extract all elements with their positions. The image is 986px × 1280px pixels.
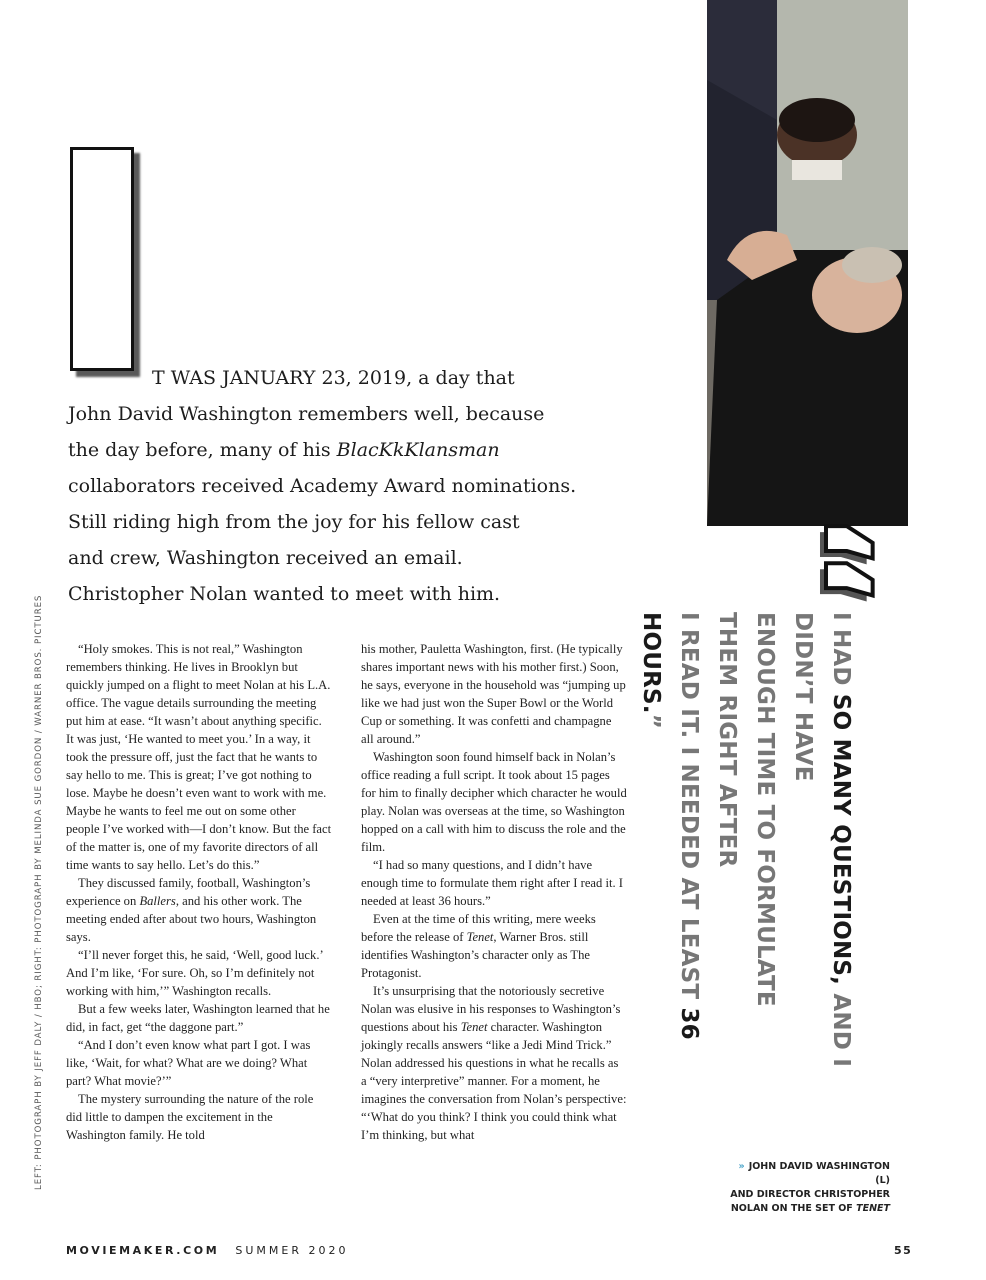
lede-line: and crew, Washington received an email.	[68, 547, 463, 569]
page-footer	[66, 1244, 348, 1257]
lede-line: the day before, many of his BlacKkKlansman	[68, 439, 500, 461]
photo-credit: LEFT: PHOTOGRAPH BY JEFF DALY / HBO; RIGHT: PHOTOGRAPH BY MELINDA SUE GORDON / WARNER BROS. PICTURES	[34, 594, 44, 1190]
body-paragraph: But a few weeks later, Washington learned that he did, in fact, get “the daggone part.”	[66, 1002, 330, 1034]
body-paragraph: Washington soon found himself back in Nolan’s office reading a full script. It took about 15 pages for him to finally decipher which character he would play. Nolan was overseas at the time, so Washington hopped on a call with him to discuss the role and the film.	[361, 750, 627, 854]
body-column-left	[66, 640, 332, 1144]
pull-quote	[632, 612, 860, 1082]
body-paragraph: “I had so many questions, and I didn’t have enough time to formulate them right after I read it. I needed at least 36 hours.”	[361, 858, 623, 908]
body-paragraph: “Holy smokes. This is not real,” Washington remembers thinking. He lives in Brooklyn but quickly jumped on a flight to meet Nolan at his L.A. office. The vague details surrounding the meeting put him at ease. “It wasn’t about anything specific. It was just, ‘He wanted to meet you.’ In a way, it took the pressure off, just the fact that he wants to say hello to me. This is great; I’ve got nothing to lose. Maybe he doesn’t even want to work with me. Maybe he wants to feel me out on some other people I’ve worked with—I don’t know. But the fact of the matter is, one of my favorite directors of all time wants to say hello. Let’s do this.”	[66, 642, 332, 872]
lede-line: Christopher Nolan wanted to meet with him.	[68, 583, 501, 605]
pull-quote-line: I READ IT. I NEEDED AT LEAST 36 HOURS.”	[638, 612, 702, 1040]
body-paragraph: his mother, Pauletta Washington, first. (He typically shares important news with his mother first.) Soon, he says, everyone in the household was “jumping up like we had just won the Super Bowl or the World Cup or something. It was confetti and champagne all around.”	[361, 642, 626, 746]
lede-line: Still riding high from the joy for his fellow cast	[68, 511, 520, 533]
lede-line: T WAS JANUARY 23, 2019, a day that	[152, 367, 515, 389]
body-column-right	[361, 640, 627, 1144]
pull-quote-line: ENOUGH TIME TO FORMULATE THEM RIGHT AFTER	[714, 612, 778, 1007]
body-paragraph: They discussed family, football, Washington’s experience on Ballers, and his other work. The meeting ended after about two hours, Washington says.	[66, 876, 317, 944]
lede-line: John David Washington remembers well, because	[68, 403, 545, 425]
photo-illustration	[707, 0, 908, 526]
caption-arrow-icon: »	[738, 1161, 745, 1172]
photo-caption: » JOHN DAVID WASHINGTON (L) AND DIRECTOR CHRISTOPHER NOLAN ON THE SET OF TENET	[730, 1161, 890, 1214]
lede-line: collaborators received Academy Award nominations.	[68, 475, 577, 497]
body-paragraph: The mystery surrounding the nature of the role did little to dampen the excitement in the Washington family. He told	[66, 1092, 314, 1142]
body-paragraph: “And I don’t even know what part I got. I was like, ‘Wait, for what? What are we doing? What part? What movie?’”	[66, 1038, 311, 1088]
lede-paragraph	[68, 360, 628, 612]
film-title: BlacKkKlansman	[336, 439, 500, 461]
footer-issue: SUMMER 2020	[235, 1244, 349, 1257]
set-photo	[707, 0, 908, 526]
footer-site: MOVIEMAKER.COM	[66, 1244, 220, 1257]
body-paragraph: Even at the time of this writing, mere weeks before the release of Tenet, Warner Bros. still identifies Washington’s character only as The Protagonist.	[361, 912, 596, 980]
body-paragraph: It’s unsurprising that the notoriously secretive Nolan was elusive in his responses to Washington’s questions about his Tenet character. Washington jokingly recalls answers “like a Jedi Mind Trick.” Nolan addressed his questions in what he recalls as a “very interpretive” manner. For a moment, he imagines the conversation from Nolan’s perspective: “‘What do you think? I think you could think what I’m thinking, but what	[361, 984, 627, 1142]
quote-mark-icon: “	[727, 510, 902, 610]
body-paragraph: “I’ll never forget this, he said, ‘Well, good luck.’ And I’m like, ‘For sure. Oh, so I’m definitely not working with him,’” Washington recalls.	[66, 948, 323, 998]
pull-quote-line: I HAD SO MANY QUESTIONS, AND I DIDN’T HAVE	[790, 612, 854, 1068]
drop-cap	[70, 147, 134, 371]
page-number: 55	[894, 1244, 913, 1257]
